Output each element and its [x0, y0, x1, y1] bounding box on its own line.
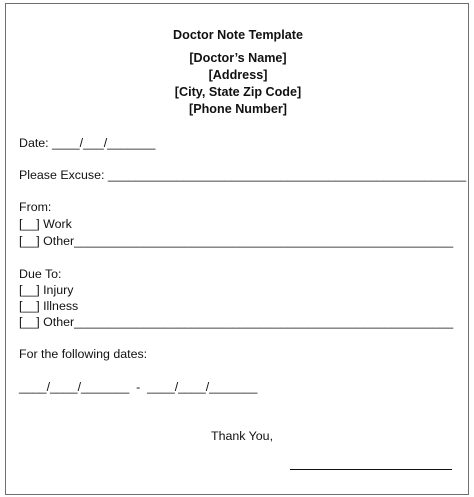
date-field: Date: ____/___/_______ [19, 136, 156, 150]
thank-you-text: Thank You, [211, 429, 274, 443]
city-state-zip-placeholder: [City, State Zip Code] [174, 85, 302, 99]
date-range-field: ____/____/_______ - ____/____/_______ [19, 380, 258, 394]
due-other-checkbox-line: [__] Other_______________________________________________________ [19, 315, 454, 329]
due-to-label: Due To: [19, 267, 62, 281]
phone-number-placeholder: [Phone Number] [189, 102, 287, 116]
injury-checkbox-line: [__] Injury [19, 283, 74, 297]
from-work-checkbox-line: [__] Work [19, 217, 72, 231]
following-dates-label: For the following dates: [19, 347, 148, 361]
address-placeholder: [Address] [208, 68, 268, 82]
excuse-field: Please Excuse: ____________________________________________________ [19, 168, 467, 182]
from-other-checkbox-line: [__] Other_______________________________________________________ [19, 234, 454, 248]
from-label: From: [19, 200, 52, 214]
signature-line [290, 469, 452, 470]
doctor-name-placeholder: [Doctor’s Name] [189, 51, 287, 65]
page-title: Doctor Note Template [173, 28, 303, 42]
illness-checkbox-line: [__] Illness [19, 299, 79, 313]
doctor-note-page [5, 3, 469, 495]
